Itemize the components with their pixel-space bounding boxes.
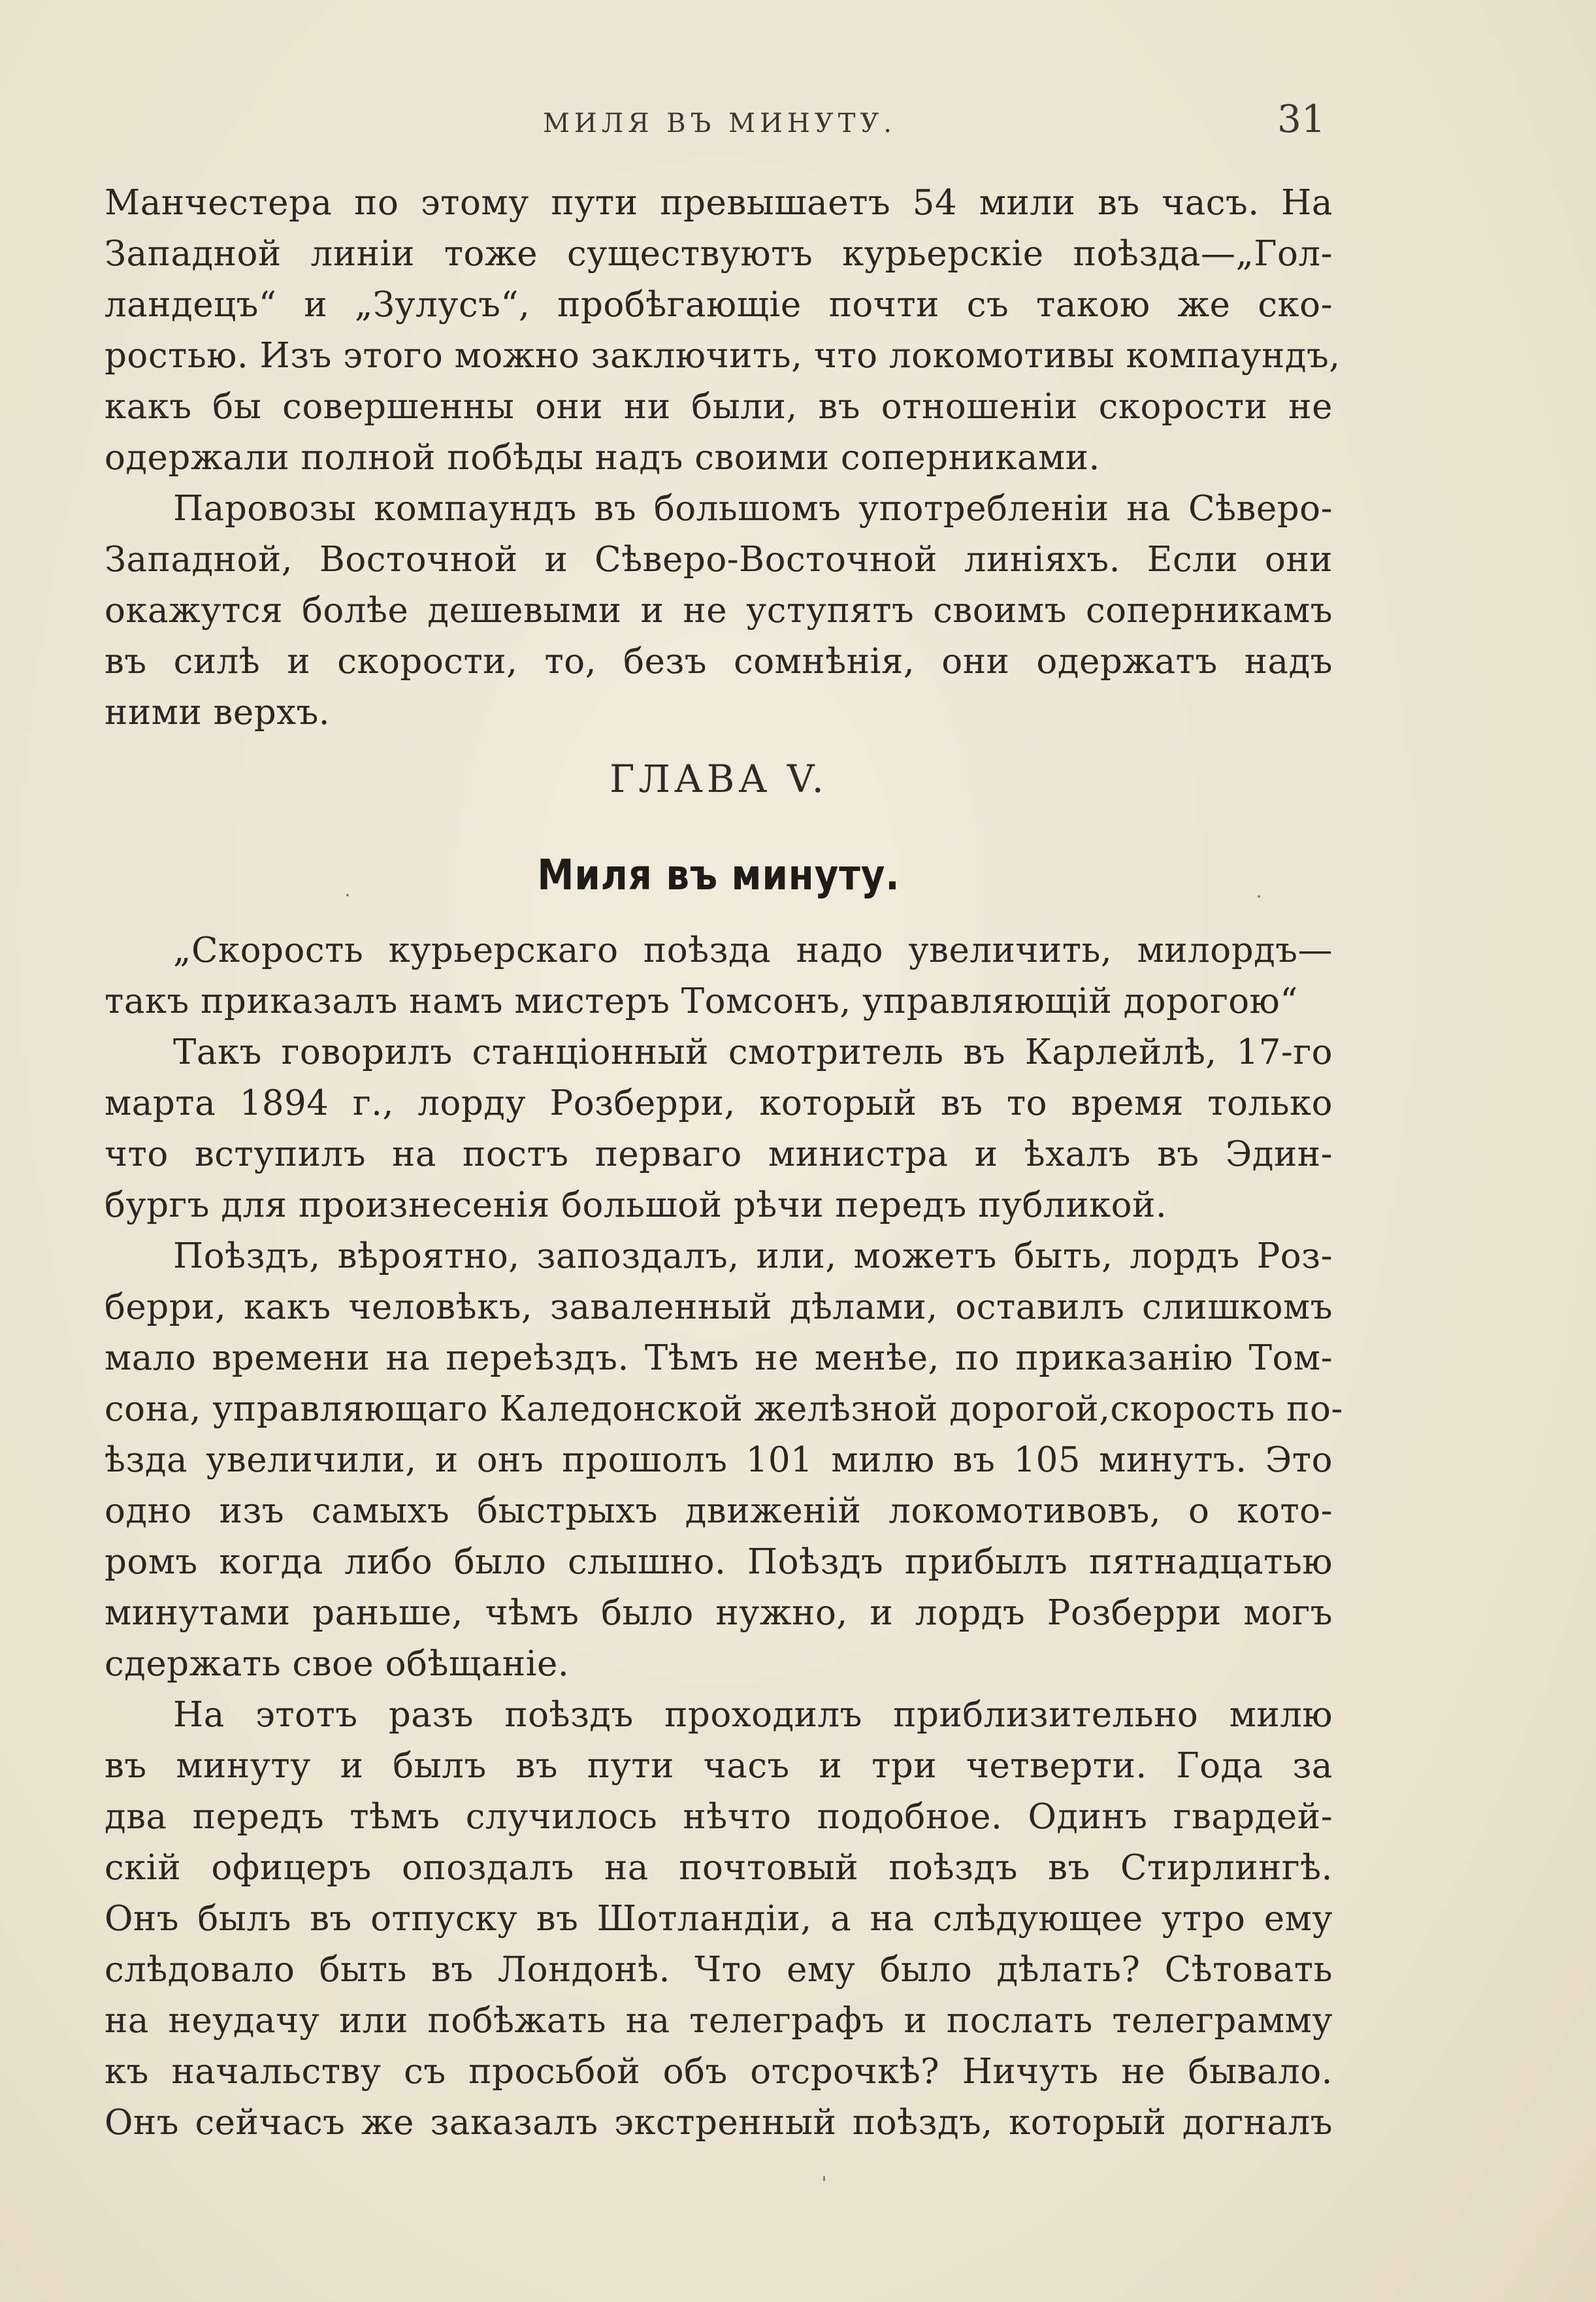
text-line: слѣдовало быть въ Лондонѣ. Что ему было дѣлать? Сѣтовать [105,1950,1333,1990]
page-number: 31 [1277,97,1326,141]
text-line: одержали полной побѣды надъ своими соперниками. [105,438,1100,478]
text-line: Паровозы компаундъ въ большомъ употребленіи на Сѣверо- [173,489,1333,529]
text-line: марта 1894 г., лорду Розберри, который въ то время только [105,1083,1333,1123]
text-line: мало времени на переѣздъ. Тѣмъ не менѣе, по приказанію Том- [105,1338,1333,1378]
text-line: такъ приказалъ намъ мистеръ Томсонъ, управляющій дорогою“ [105,981,1298,1021]
paper-speck [823,2176,825,2181]
paragraph-block-2 [105,925,1343,2148]
text-line: скій офицеръ опоздалъ на почтовый поѣздъ въ Стирлингѣ. [105,1848,1333,1888]
text-line: въ минуту и былъ въ пути часъ и три четверти. Года за [105,1746,1333,1786]
text-line: сдержать свое обѣщаніе. [105,1644,570,1684]
text-line: бургъ для произнесенія большой рѣчи передъ публикой. [105,1185,1167,1225]
text-line: на неудачу или побѣжать на телеграфъ и послать телеграмму [105,2001,1333,2041]
text-line: сона, управляющаго Каледонской желѣзной дорогой,скорость по- [105,1389,1343,1429]
text-line: берри, какъ человѣкъ, заваленный дѣлами, оставилъ слишкомъ [105,1287,1333,1327]
text-line: два передъ тѣмъ случилось нѣчто подобное. Одинъ гвардей- [105,1797,1333,1837]
chapter-label: ГЛАВА V. [610,757,828,801]
text-line: минутами раньше, чѣмъ было нужно, и лордъ Розберри могъ [105,1593,1333,1633]
page-header [105,90,1335,142]
paragraph-block-1 [105,178,1341,738]
text-line: Поѣздъ, вѣроятно, запоздалъ, или, можетъ быть, лордъ Роз- [173,1236,1333,1276]
text-line: ростью. Изъ этого можно заключить, что локомотивы компаундъ, [105,336,1341,376]
text-line: какъ бы совершенны они ни были, въ отношеніи скорости не [105,387,1333,427]
text-line: Западной линіи тоже существуютъ курьерскіе поѣзда—„Гол- [105,234,1333,274]
text-line: „Скорость курьерскаго поѣзда надо увеличить, милордъ— [173,930,1333,970]
chapter-title: Миля въ минуту. [537,851,900,900]
text-line: На этотъ разъ поѣздъ проходилъ приблизительно милю [173,1695,1333,1735]
text-line: Онъ былъ въ отпуску въ Шотландіи, а на слѣдующее утро ему [105,1899,1333,1939]
text-line: Манчестера по этому пути превышаетъ 54 мили въ часъ. На [105,183,1333,223]
text-line: окажутся болѣе дешевыми и не уступятъ своимъ соперникамъ [105,591,1333,631]
paper-speck [1258,895,1260,898]
text-line: ромъ когда либо было слышно. Поѣздъ прибылъ пятнадцатью [105,1542,1333,1582]
text-line: ландецъ“ и „Зулусъ“, пробѣгающіе почти съ такою же ско- [105,285,1333,325]
running-title: МИЛЯ ВЪ МИНУТУ. [542,108,897,139]
text-line: ѣзда увеличили, и онъ прошолъ 101 милю въ 105 минутъ. Это [105,1440,1333,1480]
text-line: въ силѣ и скорости, то, безъ сомнѣнія, они одержатъ надъ [105,642,1333,682]
text-line: Онъ сейчасъ же заказалъ экстренный поѣздъ, который догналъ [105,2103,1333,2143]
text-line: что вступилъ на постъ перваго министра и ѣхалъ въ Эдин- [105,1134,1333,1174]
text-line: Такъ говорилъ станціонный смотритель въ Карлейлѣ, 17-го [173,1032,1333,1072]
text-line: одно изъ самыхъ быстрыхъ движеній локомотивовъ, о кото- [105,1491,1333,1531]
text-line: къ начальству съ просьбой объ отсрочкѣ? Ничуть не бывало. [105,2052,1333,2092]
paper-speck [346,894,349,896]
text-line: ними верхъ. [105,693,331,732]
text-line: Западной, Восточной и Сѣверо-Восточной линіяхъ. Если они [105,540,1333,580]
